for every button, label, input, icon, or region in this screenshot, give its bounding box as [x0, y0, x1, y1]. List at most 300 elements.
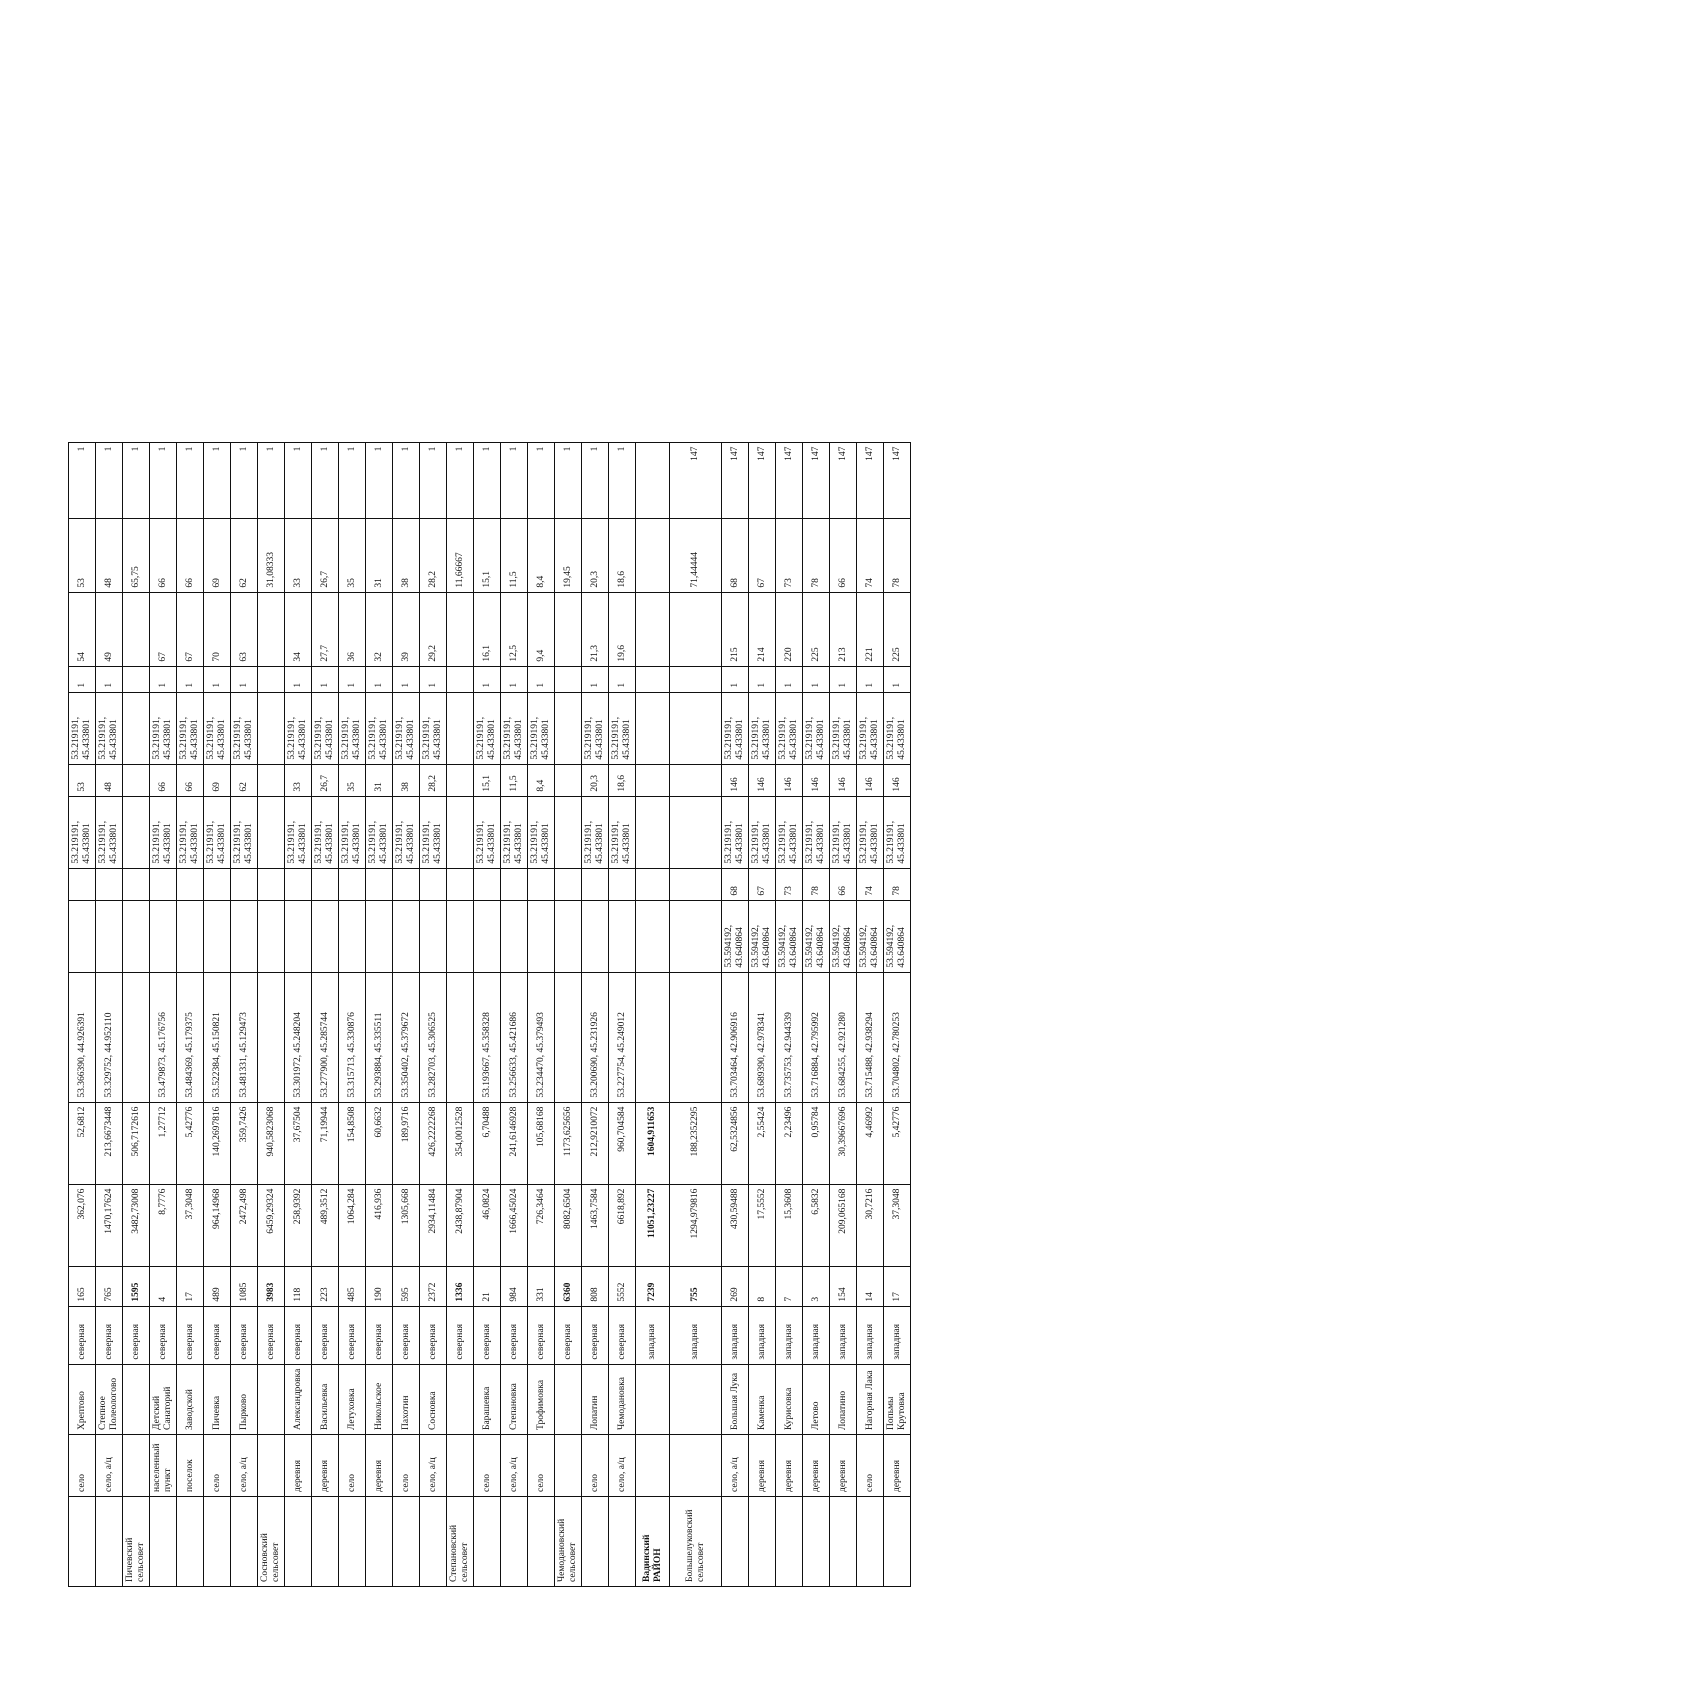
table-cell: 808: [582, 1266, 609, 1306]
table-cell: 53.594192, 43.640864: [749, 900, 776, 972]
table-cell: 190: [366, 1266, 393, 1306]
table-cell: 30,7216: [857, 1184, 884, 1266]
table-row: [803, 442, 830, 1586]
table-row: [69, 442, 96, 1586]
table-cell: 1: [123, 442, 150, 518]
table-row: [285, 442, 312, 1586]
table-cell: 964,14968: [204, 1184, 231, 1266]
table-cell: северная: [609, 1306, 636, 1364]
table-cell: [69, 868, 96, 900]
table-cell: [258, 764, 285, 796]
table-cell: 33: [285, 764, 312, 796]
table-cell: 146: [830, 764, 857, 796]
table-cell: западная: [776, 1306, 803, 1364]
table-cell: [474, 1497, 501, 1587]
table-cell: 2372: [420, 1266, 447, 1306]
table-cell: 53.219191, 45.433801: [177, 796, 204, 868]
table-cell: Пичевка: [204, 1364, 231, 1434]
table-cell: [447, 666, 474, 692]
table-cell: Попьмы Крутовка: [884, 1364, 911, 1434]
table-cell: Большая Лука: [722, 1364, 749, 1434]
table-cell: 46,0824: [474, 1184, 501, 1266]
table-cell: [366, 1497, 393, 1587]
table-cell: 48: [96, 518, 123, 592]
table-cell: [258, 692, 285, 764]
table-cell: 1: [177, 442, 204, 518]
table-cell: 1: [393, 666, 420, 692]
table-cell: 6,5832: [803, 1184, 830, 1266]
table-cell: 53.219191, 45.433801: [749, 796, 776, 868]
table-cell: село, а/ц: [722, 1435, 749, 1497]
table-cell: 3983: [258, 1266, 285, 1306]
table-cell: 67: [749, 868, 776, 900]
table-cell: [555, 796, 582, 868]
table-cell: 53.219191, 45.433801: [150, 692, 177, 764]
table-cell: [670, 666, 722, 692]
table-cell: западная: [830, 1306, 857, 1364]
table-cell: [830, 1497, 857, 1587]
table-cell: 1: [312, 442, 339, 518]
table-cell: [123, 764, 150, 796]
table-cell: 1: [582, 666, 609, 692]
table-cell: 1595: [123, 1266, 150, 1306]
table-cell: 1: [177, 666, 204, 692]
table-cell: западная: [749, 1306, 776, 1364]
table-cell: 53.219191, 45.433801: [420, 796, 447, 868]
table-cell: западная: [670, 1306, 722, 1364]
table-cell: 1: [258, 442, 285, 518]
table-row: [258, 442, 285, 1586]
table-cell: 28,2: [420, 518, 447, 592]
table-cell: 53.219191, 45.433801: [609, 796, 636, 868]
table-cell: 67: [150, 592, 177, 666]
table-cell: [636, 764, 670, 796]
table-cell: 12,5: [501, 592, 528, 666]
table-cell: 11051,23227: [636, 1184, 670, 1266]
table-cell: 53.594192, 43.640864: [857, 900, 884, 972]
table-cell: 66: [830, 518, 857, 592]
table-cell: 53.219191, 45.433801: [204, 692, 231, 764]
table-cell: 1: [555, 442, 582, 518]
table-cell: 53.219191, 45.433801: [582, 796, 609, 868]
table-cell: [123, 1435, 150, 1497]
table-cell: 213: [830, 592, 857, 666]
table-cell: 78: [884, 518, 911, 592]
table-cell: 53.219191, 45.433801: [803, 796, 830, 868]
table-cell: 3: [803, 1266, 830, 1306]
table-cell: 212,9210072: [582, 1102, 609, 1184]
table-cell: северная: [366, 1306, 393, 1364]
table-cell: 154: [830, 1266, 857, 1306]
table-cell: 5,42776: [884, 1102, 911, 1184]
table-row: [636, 442, 670, 1586]
table-cell: 223: [312, 1266, 339, 1306]
table-cell: 53.219191, 45.433801: [749, 692, 776, 764]
table-cell: 66: [150, 764, 177, 796]
table-cell: 53.234470, 45.379493: [528, 972, 555, 1102]
table-cell: 146: [884, 764, 911, 796]
table-cell: 147: [857, 442, 884, 518]
table-cell: 1: [528, 442, 555, 518]
table-cell: [776, 1497, 803, 1587]
table-cell: 66: [150, 518, 177, 592]
table-cell: 28,2: [420, 764, 447, 796]
table-cell: 1: [69, 442, 96, 518]
table-cell: [501, 868, 528, 900]
table-row: [830, 442, 857, 1586]
table-cell: 69: [204, 764, 231, 796]
table-cell: 53.219191, 45.433801: [393, 692, 420, 764]
table-cell: Степановка: [501, 1364, 528, 1434]
table-cell: село, а/ц: [420, 1435, 447, 1497]
table-row: [420, 442, 447, 1586]
table-cell: 63: [231, 592, 258, 666]
table-cell: 2934,11484: [420, 1184, 447, 1266]
table-cell: 1666,45024: [501, 1184, 528, 1266]
table-cell: 1: [830, 666, 857, 692]
table-cell: 1604,911653: [636, 1102, 670, 1184]
table-cell: 78: [884, 868, 911, 900]
table-cell: 147: [830, 442, 857, 518]
table-cell: 1085: [231, 1266, 258, 1306]
table-cell: 17,5552: [749, 1184, 776, 1266]
table-cell: северная: [123, 1306, 150, 1364]
table-cell: село: [528, 1435, 555, 1497]
table-cell: 2438,87904: [447, 1184, 474, 1266]
table-cell: северная: [339, 1306, 366, 1364]
table-cell: 430,59488: [722, 1184, 749, 1266]
table-cell: 53.219191, 45.433801: [722, 796, 749, 868]
table-cell: 984: [501, 1266, 528, 1306]
table-cell: 53.219191, 45.433801: [231, 692, 258, 764]
table-cell: 53.716884, 42.795992: [803, 972, 830, 1102]
table-cell: [501, 1497, 528, 1587]
table-cell: северная: [177, 1306, 204, 1364]
table-cell: 53.219191, 45.433801: [884, 692, 911, 764]
table-row: [670, 442, 722, 1586]
table-cell: северная: [393, 1306, 420, 1364]
table-cell: [258, 796, 285, 868]
table-cell: Чемодановский сельсовет: [555, 1497, 582, 1587]
table-row: [501, 442, 528, 1586]
table-row: [857, 442, 884, 1586]
table-cell: деревня: [830, 1435, 857, 1497]
table-cell: северная: [204, 1306, 231, 1364]
table-cell: 1: [69, 666, 96, 692]
table-cell: 147: [803, 442, 830, 518]
table-cell: 53.219191, 45.433801: [420, 692, 447, 764]
table-cell: Пичевский сельсовет: [123, 1497, 150, 1587]
table-cell: [312, 900, 339, 972]
table-cell: [555, 900, 582, 972]
table-cell: западная: [857, 1306, 884, 1364]
table-cell: 6360: [555, 1266, 582, 1306]
table-cell: 53.282703, 45.306525: [420, 972, 447, 1102]
table-cell: 32: [366, 592, 393, 666]
table-cell: 35: [339, 764, 366, 796]
table-cell: 53.735753, 42.944339: [776, 972, 803, 1102]
table-cell: [123, 972, 150, 1102]
table-cell: 37,67504: [285, 1102, 312, 1184]
table-cell: 147: [749, 442, 776, 518]
table-cell: 506,7172616: [123, 1102, 150, 1184]
table-cell: 146: [749, 764, 776, 796]
table-cell: [528, 1497, 555, 1587]
table-cell: [69, 1497, 96, 1587]
table-cell: 4,46992: [857, 1102, 884, 1184]
table-cell: 48: [96, 764, 123, 796]
table-cell: [636, 592, 670, 666]
table-cell: северная: [447, 1306, 474, 1364]
table-cell: 53.481331, 45.129473: [231, 972, 258, 1102]
table-cell: Каменка: [749, 1364, 776, 1434]
table-cell: 53.219191, 45.433801: [830, 692, 857, 764]
table-cell: [123, 900, 150, 972]
table-cell: северная: [285, 1306, 312, 1364]
table-cell: 1: [447, 442, 474, 518]
table-cell: 37,3048: [177, 1184, 204, 1266]
table-cell: 31: [366, 518, 393, 592]
table-cell: 78: [803, 518, 830, 592]
table-cell: [474, 868, 501, 900]
table-cell: 53.219191, 45.433801: [69, 692, 96, 764]
table-cell: западная: [636, 1306, 670, 1364]
table-cell: [177, 900, 204, 972]
table-cell: 15,1: [474, 518, 501, 592]
table-cell: [258, 868, 285, 900]
table-cell: [447, 764, 474, 796]
table-cell: [670, 692, 722, 764]
table-cell: западная: [884, 1306, 911, 1364]
table-cell: 66: [830, 868, 857, 900]
table-row: [177, 442, 204, 1586]
table-cell: 416,936: [366, 1184, 393, 1266]
table-cell: 18,6: [609, 518, 636, 592]
table-cell: 26,7: [312, 518, 339, 592]
table-cell: [447, 900, 474, 972]
table-cell: Александровка: [285, 1364, 312, 1434]
table-cell: [528, 900, 555, 972]
table-cell: 765: [96, 1266, 123, 1306]
table-cell: [285, 868, 312, 900]
table-cell: 20,3: [582, 518, 609, 592]
table-cell: 485: [339, 1266, 366, 1306]
table-cell: [555, 1364, 582, 1434]
table-cell: 53.594192, 43.640864: [830, 900, 857, 972]
table-cell: 15,1: [474, 764, 501, 796]
table-cell: 74: [857, 518, 884, 592]
table-cell: 1: [231, 666, 258, 692]
table-row: [231, 442, 258, 1586]
table-cell: село, а/ц: [501, 1435, 528, 1497]
table-cell: деревня: [312, 1435, 339, 1497]
table-cell: 1: [722, 666, 749, 692]
table-cell: северная: [150, 1306, 177, 1364]
table-cell: 1: [528, 666, 555, 692]
table-cell: [555, 592, 582, 666]
table-cell: деревня: [366, 1435, 393, 1497]
table-cell: 53.219191, 45.433801: [582, 692, 609, 764]
table-cell: 1: [420, 442, 447, 518]
table-cell: [393, 900, 420, 972]
table-cell: 53.704802, 42.780253: [884, 972, 911, 1102]
table-cell: [123, 796, 150, 868]
table-cell: 220: [776, 592, 803, 666]
table-cell: 359,7426: [231, 1102, 258, 1184]
table-cell: 147: [722, 442, 749, 518]
table-cell: 1: [366, 666, 393, 692]
table-cell: [285, 1497, 312, 1587]
table-row: [312, 442, 339, 1586]
table-cell: 7: [776, 1266, 803, 1306]
table-cell: 53.219191, 45.433801: [857, 796, 884, 868]
table-cell: 21,3: [582, 592, 609, 666]
table-cell: 53.219191, 45.433801: [231, 796, 258, 868]
table-cell: [258, 1364, 285, 1434]
table-cell: 20,3: [582, 764, 609, 796]
table-cell: 30,39667696: [830, 1102, 857, 1184]
table-cell: 70: [204, 592, 231, 666]
table-cell: 1: [339, 442, 366, 518]
table-cell: северная: [312, 1306, 339, 1364]
table-cell: 53.484369, 45.179375: [177, 972, 204, 1102]
table-cell: 53.219191, 45.433801: [177, 692, 204, 764]
table-cell: 78: [803, 868, 830, 900]
table-cell: [285, 900, 312, 972]
table-cell: 53.301972, 45.248204: [285, 972, 312, 1102]
table-cell: 53.689390, 42.978341: [749, 972, 776, 1102]
table-cell: 60,6632: [366, 1102, 393, 1184]
table-cell: [447, 796, 474, 868]
table-cell: 17: [177, 1266, 204, 1306]
table-cell: [670, 1364, 722, 1434]
table-cell: 53.219191, 45.433801: [830, 796, 857, 868]
table-cell: 8,4: [528, 764, 555, 796]
table-cell: [447, 1435, 474, 1497]
table-cell: 68: [722, 518, 749, 592]
table-cell: 62: [231, 518, 258, 592]
table-cell: 65,75: [123, 518, 150, 592]
table-cell: [528, 868, 555, 900]
table-cell: 9,4: [528, 592, 555, 666]
table-cell: 53.219191, 45.433801: [501, 692, 528, 764]
table-cell: 21: [474, 1266, 501, 1306]
table-cell: [582, 900, 609, 972]
table-cell: 209,065168: [830, 1184, 857, 1266]
table-cell: Хрептово: [69, 1364, 96, 1434]
table-cell: 362,076: [69, 1184, 96, 1266]
table-cell: 1: [474, 442, 501, 518]
table-cell: [123, 592, 150, 666]
table-cell: 29,2: [420, 592, 447, 666]
table-cell: 54: [69, 592, 96, 666]
table-cell: [670, 764, 722, 796]
table-cell: 73: [776, 868, 803, 900]
table-cell: 1: [501, 666, 528, 692]
table-body: [69, 442, 911, 1586]
table-cell: северная: [69, 1306, 96, 1364]
table-cell: Сосновка: [420, 1364, 447, 1434]
table-cell: 53.219191, 45.433801: [528, 796, 555, 868]
table-cell: [609, 900, 636, 972]
table-cell: [177, 1497, 204, 1587]
table-cell: [231, 1497, 258, 1587]
table-cell: 2,23496: [776, 1102, 803, 1184]
table-cell: 53.219191, 45.433801: [339, 796, 366, 868]
table-cell: [231, 900, 258, 972]
table-cell: 53.684255, 42.921280: [830, 972, 857, 1102]
table-cell: 1470,17624: [96, 1184, 123, 1266]
table-cell: 1: [204, 442, 231, 518]
table-cell: 146: [857, 764, 884, 796]
table-cell: 241,6146928: [501, 1102, 528, 1184]
table-cell: [204, 1497, 231, 1587]
table-cell: 26,7: [312, 764, 339, 796]
table-cell: 960,704584: [609, 1102, 636, 1184]
table-cell: 489: [204, 1266, 231, 1306]
table-cell: северная: [582, 1306, 609, 1364]
table-cell: 1: [96, 442, 123, 518]
table-cell: 38: [393, 764, 420, 796]
table-cell: северная: [231, 1306, 258, 1364]
table-cell: 4: [150, 1266, 177, 1306]
table-cell: [204, 900, 231, 972]
table-cell: 37,3048: [884, 1184, 911, 1266]
table-cell: 6,70488: [474, 1102, 501, 1184]
table-cell: 165: [69, 1266, 96, 1306]
table-cell: деревня: [776, 1435, 803, 1497]
table-cell: 1: [582, 442, 609, 518]
table-cell: [366, 868, 393, 900]
table-cell: 5552: [609, 1266, 636, 1306]
table-cell: 73: [776, 518, 803, 592]
table-cell: [582, 868, 609, 900]
table-cell: населенный пункт: [150, 1435, 177, 1497]
table-cell: 8: [749, 1266, 776, 1306]
table-cell: [123, 1364, 150, 1434]
table-cell: 5,42776: [177, 1102, 204, 1184]
table-cell: Чемодановка: [609, 1364, 636, 1434]
table-cell: село: [474, 1435, 501, 1497]
table-cell: село: [582, 1435, 609, 1497]
table-cell: 17: [884, 1266, 911, 1306]
settlements-table: [68, 442, 911, 1587]
table-cell: 53.219191, 45.433801: [285, 796, 312, 868]
table-row: [204, 442, 231, 1586]
table-cell: 53.594192, 43.640864: [884, 900, 911, 972]
table-cell: 1: [366, 442, 393, 518]
table-cell: село: [204, 1435, 231, 1497]
table-cell: 1: [474, 666, 501, 692]
table-cell: северная: [528, 1306, 555, 1364]
table-cell: [555, 764, 582, 796]
table-cell: Лопатино: [830, 1364, 857, 1434]
table-cell: [150, 1497, 177, 1587]
table-cell: 53.315713, 45.330876: [339, 972, 366, 1102]
table-cell: [636, 868, 670, 900]
table-cell: 215: [722, 592, 749, 666]
table-cell: 53.227754, 45.249012: [609, 972, 636, 1102]
table-cell: 19,45: [555, 518, 582, 592]
table-cell: 71,19944: [312, 1102, 339, 1184]
table-cell: [447, 868, 474, 900]
table-cell: 67: [749, 518, 776, 592]
table-cell: 1305,668: [393, 1184, 420, 1266]
table-cell: 53.219191, 45.433801: [312, 692, 339, 764]
table-cell: Барашевка: [474, 1364, 501, 1434]
table-cell: 53.219191, 45.433801: [501, 796, 528, 868]
table-cell: деревня: [884, 1435, 911, 1497]
